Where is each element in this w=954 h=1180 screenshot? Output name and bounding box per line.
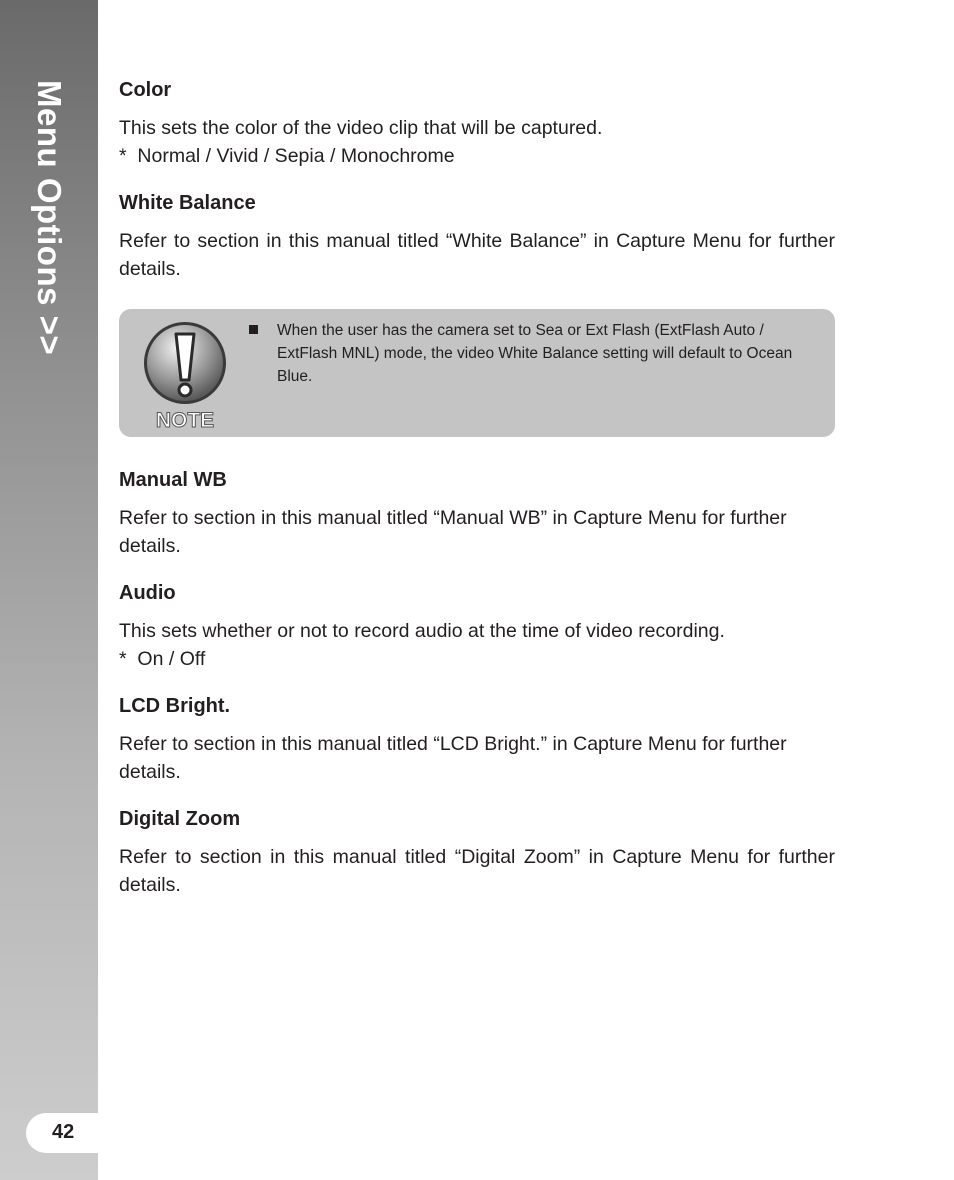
section-text: This sets the color of the video clip that will be captured. [119, 117, 603, 139]
section-heading: White Balance [119, 192, 256, 214]
section-text: Refer to section in this manual titled “Digital Zoom” in Capture Menu for further details. [119, 846, 835, 896]
section-text: Refer to section in this manual titled “LCD Bright.” in Capture Menu for further details. [119, 733, 787, 783]
page-content [119, 76, 835, 918]
section-text: Refer to section in this manual titled “White Balance” in Capture Menu for further details. [119, 230, 835, 280]
section-color [119, 76, 835, 170]
section-heading: LCD Bright. [119, 695, 231, 717]
note-label: NOTE [155, 409, 215, 430]
option-list: * On / Off [119, 648, 206, 670]
option-list: * Normal / Vivid / Sepia / Monochrome [119, 145, 455, 167]
square-bullet-icon [249, 325, 258, 334]
section-lcd-bright [119, 692, 835, 786]
side-bar [0, 0, 98, 1180]
section-heading: Color [119, 79, 172, 101]
section-heading: Manual WB [119, 469, 227, 491]
warning-note-icon [141, 322, 229, 430]
page-number: 42 [52, 1121, 75, 1143]
section-audio [119, 579, 835, 673]
section-text: This sets whether or not to record audio at the time of video recording. [119, 620, 725, 642]
section-manual-wb [119, 466, 835, 560]
section-white-balance [119, 189, 835, 283]
section-heading: Audio [119, 582, 176, 604]
section-digital-zoom [119, 805, 835, 899]
section-heading: Digital Zoom [119, 808, 241, 830]
note-box [119, 309, 835, 437]
chapter-title: Menu Options >> [31, 80, 68, 356]
section-text: Refer to section in this manual titled “Manual WB” in Capture Menu for further details. [119, 507, 787, 557]
note-text: When the user has the camera set to Sea or Ext Flash (ExtFlash Auto / ExtFlash MNL) mode, the video White Balance setting will default to Ocean Blue. [277, 322, 793, 385]
